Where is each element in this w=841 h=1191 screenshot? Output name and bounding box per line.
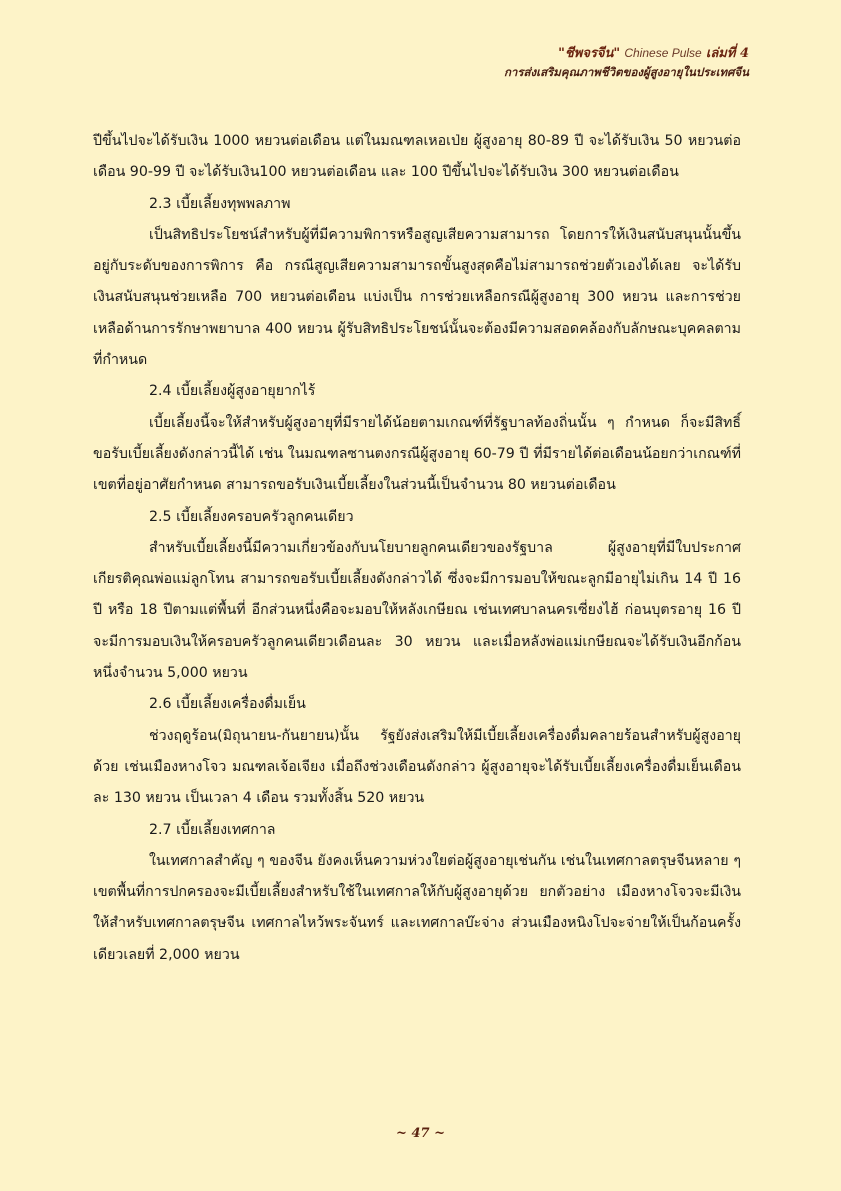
- section-heading-2-3: 2.3 เบี้ยเลี้ยงทุพพลภาพ: [149, 195, 291, 212]
- section-heading-2-7: 2.7 เบี้ยเลี้ยงเทศกาล: [149, 821, 276, 838]
- paragraph-2-7: ในเทศกาลสำคัญ ๆ ของจีน ยังคงเห็นความห่วงใยต่อผู้สูงอายุเช่นกัน เช่นในเทศกาลตรุษจีนหลาย ๆ เขตพื้นที่การปกครองจะมีเบี้ยเลี้ยงสำหรับใช้ในเทศกาลให้กับผู้สูงอายุด้วย ยกตัวอย่าง เมืองหางโจวจะมีเงินให้สำหรับเทศกาลตรุษจีน เทศกาลไหว้พระจันทร์ และเทศกาลบ๊ะจ่าง ส่วนเมืองหนิงโปจะจ่ายให้เป็นก้อนครั้งเดียวเลยที่ 2,000 หยวน: [93, 852, 741, 963]
- series-english-title: Chinese Pulse: [624, 46, 702, 60]
- section-heading-2-4: 2.4 เบี้ยเลี้ยงผู้สูงอายุยากไร้: [149, 383, 316, 400]
- series-title: "ชีพจรจีน": [558, 46, 621, 61]
- paragraph-2-3: เป็นสิทธิประโยชน์สำหรับผู้ที่มีความพิการหรือสูญเสียความสามารถ โดยการให้เงินสนับสนุนนั้นขึ้นอยู่กับระดับของการพิการ คือ กรณีสูญเสียความสามารถขั้นสูงสุดคือไม่สามารถช่วยตัวเองได้เลย จะได้รับเงินสนับสนุนช่วยเหลือ 700 หยวนต่อเดือน แบ่งเป็น การช่วยเหลือกรณีผู้สูงอายุ 300 หยวน และการช่วยเหลือด้านการรักษาพยาบาล 400 หยวน ผู้รับสิทธิประโยชน์นั้นจะต้องมีความสอดคล้องกับลักษณะบุคคลตามที่กำหนด: [93, 226, 741, 369]
- section-heading-2-6: 2.6 เบี้ยเลี้ยงเครื่องดื่มเย็น: [149, 696, 306, 713]
- page-body: [93, 126, 741, 971]
- paragraph-2-5: สำหรับเบี้ยเลี้ยงนี้มีความเกี่ยวข้องกับนโยบายลูกคนเดียวของรัฐบาล ผู้สูงอายุที่มีใบประกาศเกียรติคุณพ่อแม่ลูกโทน สามารถขอรับเบี้ยเลี้ยงดังกล่าวได้ ซึ่งจะมีการมอบให้ขณะลูกมีอายุไม่เกิน 14 ปี 16 ปี หรือ 18 ปีตามแต่พื้นที่ อีกส่วนหนึ่งคือจะมอบให้หลังเกษียณ เช่นเทศบาลนครเซี่ยงไฮ้ ก่อนบุตรอายุ 16 ปี จะมีการมอบเงินให้ครอบครัวลูกคนเดียวเดือนละ 30 หยวน และเมื่อหลังพ่อแม่เกษียณจะได้รับเงินอีกก้อนหนึ่งจำนวน 5,000 หยวน: [93, 539, 741, 682]
- paragraph-2-4: เบี้ยเลี้ยงนี้จะให้สำหรับผู้สูงอายุที่มีรายได้น้อยตามเกณฑ์ที่รัฐบาลท้องถิ่นนั้น ๆ กำหนด ก็จะมีสิทธิ์ขอรับเบี้ยเลี้ยงดังกล่าวนี้ได้ เช่น ในมณฑลซานตงกรณีผู้สูงอายุ 60-79 ปี ที่มีรายได้ต่อเดือนน้อยกว่าเกณฑ์ที่เขตที่อยู่อาศัยกำหนด สามารถขอรับเงินเบี้ยเลี้ยงในส่วนนี้เป็นจำนวน 80 หยวนต่อเดือน: [93, 414, 741, 494]
- page-number: ~ 47 ~: [396, 1126, 445, 1141]
- header-series-line: [504, 44, 749, 63]
- header-subtitle: การส่งเสริมคุณภาพชีวิตของผู้สูงอายุในประเทศจีน: [503, 65, 749, 79]
- continued-paragraph: ปีขึ้นไปจะได้รับเงิน 1000 หยวนต่อเดือน แต่ในมณฑลเหอเป่ย ผู้สูงอายุ 80-89 ปี จะได้รับเงิน 50 หยวนต่อเดือน 90-99 ปี จะได้รับเงิน100 หยวนต่อเดือน และ 100 ปีขึ้นไปจะได้รับเงิน 300 หยวนต่อเดือน: [93, 133, 741, 181]
- running-header: [504, 44, 749, 81]
- section-heading-2-5: 2.5 เบี้ยเลี้ยงครอบครัวลูกคนเดียว: [149, 508, 354, 525]
- volume-label: เล่มที่ 4: [705, 46, 749, 61]
- paragraph-2-6: ช่วงฤดูร้อน(มิถุนายน-กันยายน)นั้น รัฐยังส่งเสริมให้มีเบี้ยเลี้ยงเครื่องดื่มคลายร้อนสำหรับผู้สูงอายุด้วย เช่นเมืองหางโจว มณฑลเจ้อเจียง เมื่อถึงช่วงเดือนดังกล่าว ผู้สูงอายุจะได้รับเบี้ยเลี้ยงเครื่องดื่มเย็นเดือนละ 130 หยวน เป็นเวลา 4 เดือน รวมทั้งสิ้น 520 หยวน: [93, 727, 741, 807]
